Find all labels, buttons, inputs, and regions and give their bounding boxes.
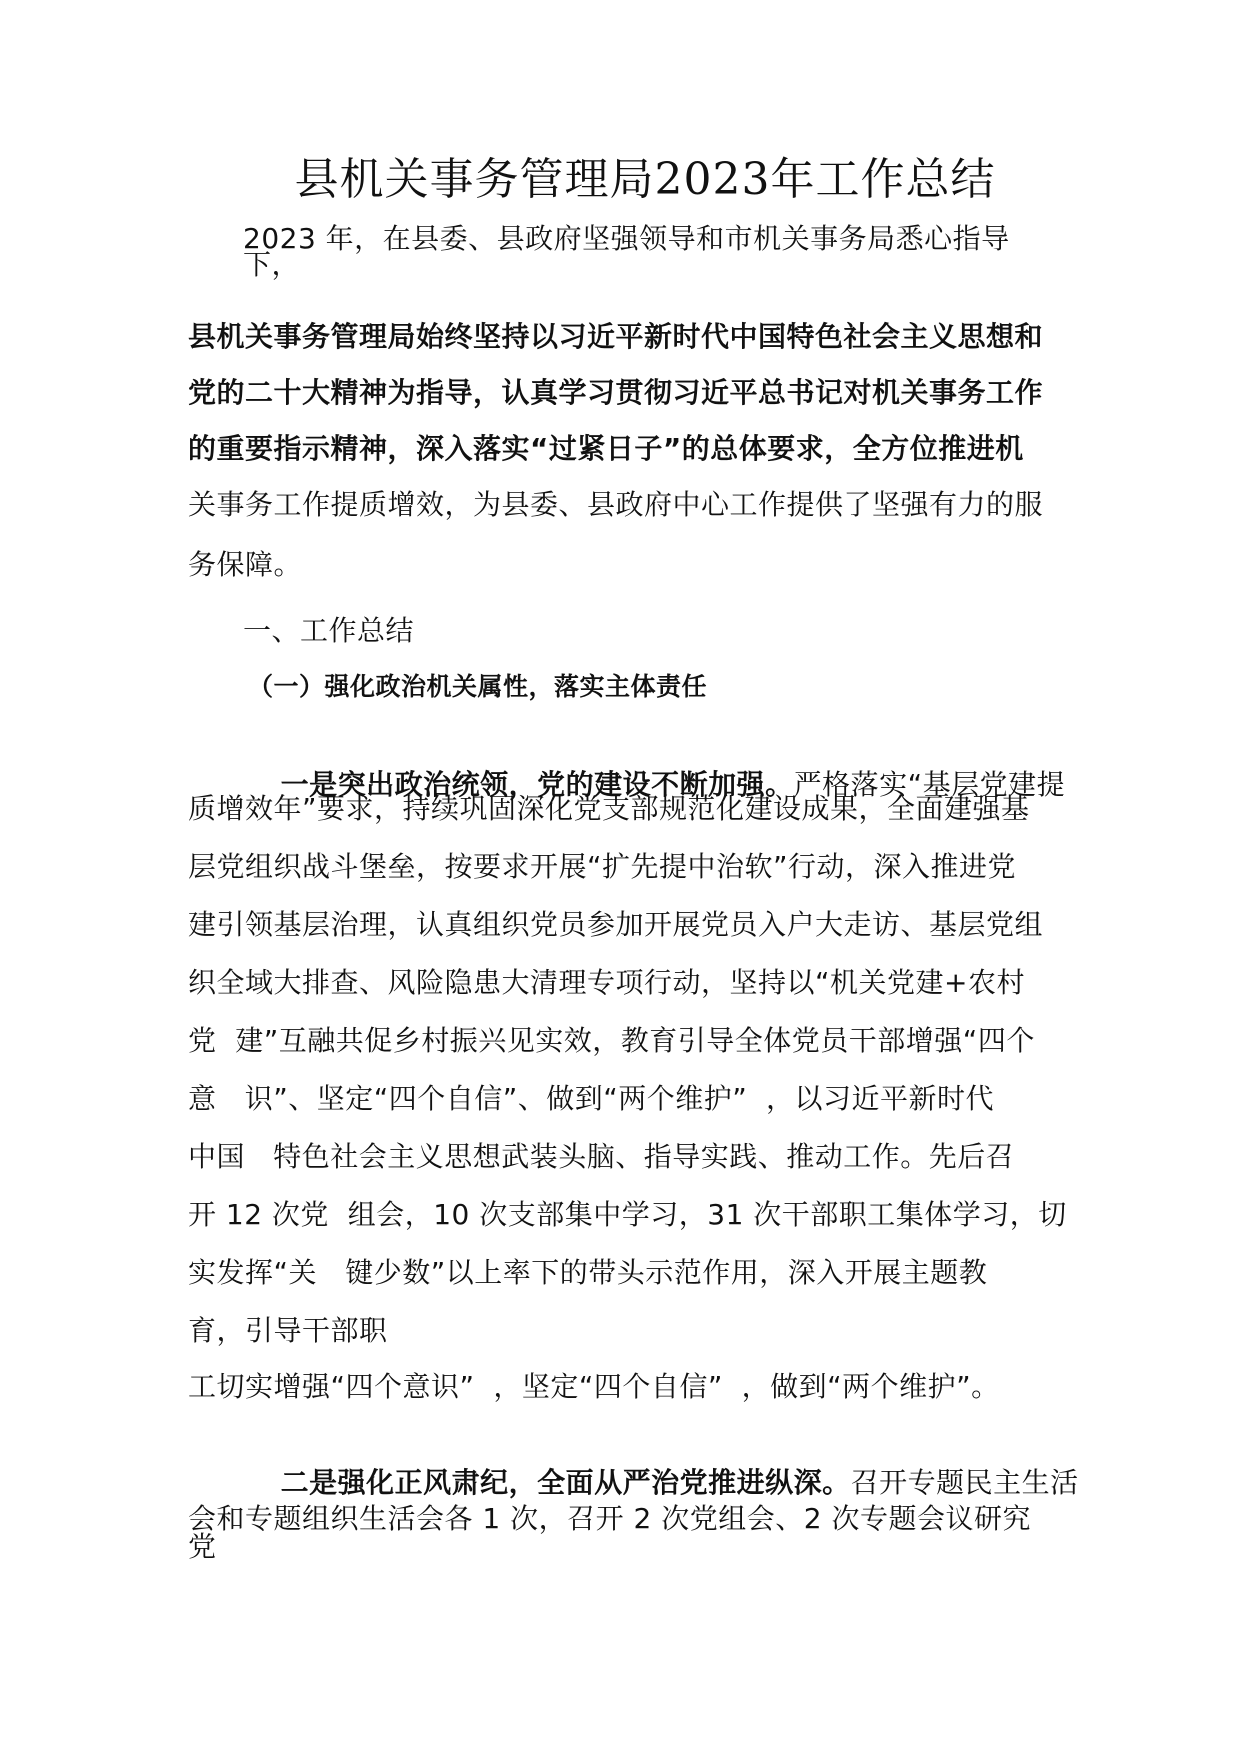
- intro-line: 2023 年，在县委、县政府坚强领导和市机关事务局悉心指导: [243, 222, 1010, 255]
- intro-line: 下，: [243, 248, 301, 281]
- lead-bold: 二是强化正风肃纪，全面从严治党推进纵深。: [280, 1466, 851, 1499]
- section-heading: 一、工作总结: [243, 614, 415, 647]
- paragraph-line: 关事务工作提质增效，为县委、县政府中心工作提供了坚强有力的服: [188, 488, 1044, 521]
- paragraph-line: 县机关事务管理局始终坚持以习近平新时代中国特色社会主义思想和: [188, 320, 1044, 353]
- paragraph-line: 会和专题组织生活会各 1 次，召开 2 次党组会、2 次专题会议研究: [188, 1502, 1031, 1535]
- page-title: 县机关事务管理局2023年工作总结: [294, 154, 996, 205]
- paragraph-line: 中国 特色社会主义思想武装头脑、指导实践、推动工作。先后召: [188, 1140, 1015, 1173]
- paragraph-line: 工切实增强“四个意识” ，坚定“四个自信” ，做到“两个维护”。: [188, 1370, 1000, 1403]
- paragraph-line: 层党组织战斗堡垒，按要求开展“扩先提中治软”行动，深入推进党: [188, 850, 1017, 883]
- paragraph-line: 织全域大排查、风险隐患大清理专项行动，坚持以“机关党建+农村: [188, 966, 1025, 999]
- paragraph-line: 育，引导干部职: [188, 1314, 388, 1347]
- subsection-heading: （一）强化政治机关属性，落实主体责任: [248, 672, 708, 701]
- paragraph-line: 建引领基层治理，认真组织党员参加开展党员入户大走访、基层党组: [188, 908, 1044, 941]
- paragraph-line: 开 12 次党 组会，10 次支部集中学习，31 次干部职工集体学习，切: [188, 1198, 1067, 1231]
- paragraph-line: 实发挥“关 键少数”以上率下的带头示范作用，深入开展主题教: [188, 1256, 988, 1289]
- paragraph-line: 质增效年”要求，持续巩固深化党支部规范化建设成果，全面建强基: [188, 792, 1030, 825]
- lead-bold: 一是突出政治统领，党的建设不断加强。: [280, 768, 794, 801]
- lead-normal: 召开专题民主生活: [850, 1466, 1079, 1499]
- paragraph-line: 党 建”互融共促乡村振兴见实效，教育引导全体党员干部增强“四个: [188, 1024, 1035, 1057]
- paragraph-line: 党: [188, 1530, 217, 1563]
- paragraph-line: 意 识”、坚定“四个自信”、做到“两个维护” ，以习近平新时代: [188, 1082, 995, 1115]
- paragraph-line: 党的二十大精神为指导，认真学习贯彻习近平总书记对机关事务工作: [188, 376, 1044, 409]
- paragraph-line: 的重要指示精神，深入落实“过紧日子”的总体要求，全方位推进机: [188, 432, 1024, 465]
- lead-normal: 严格落实“基层党建提: [793, 768, 1066, 801]
- paragraph-line: 务保障。: [188, 548, 303, 581]
